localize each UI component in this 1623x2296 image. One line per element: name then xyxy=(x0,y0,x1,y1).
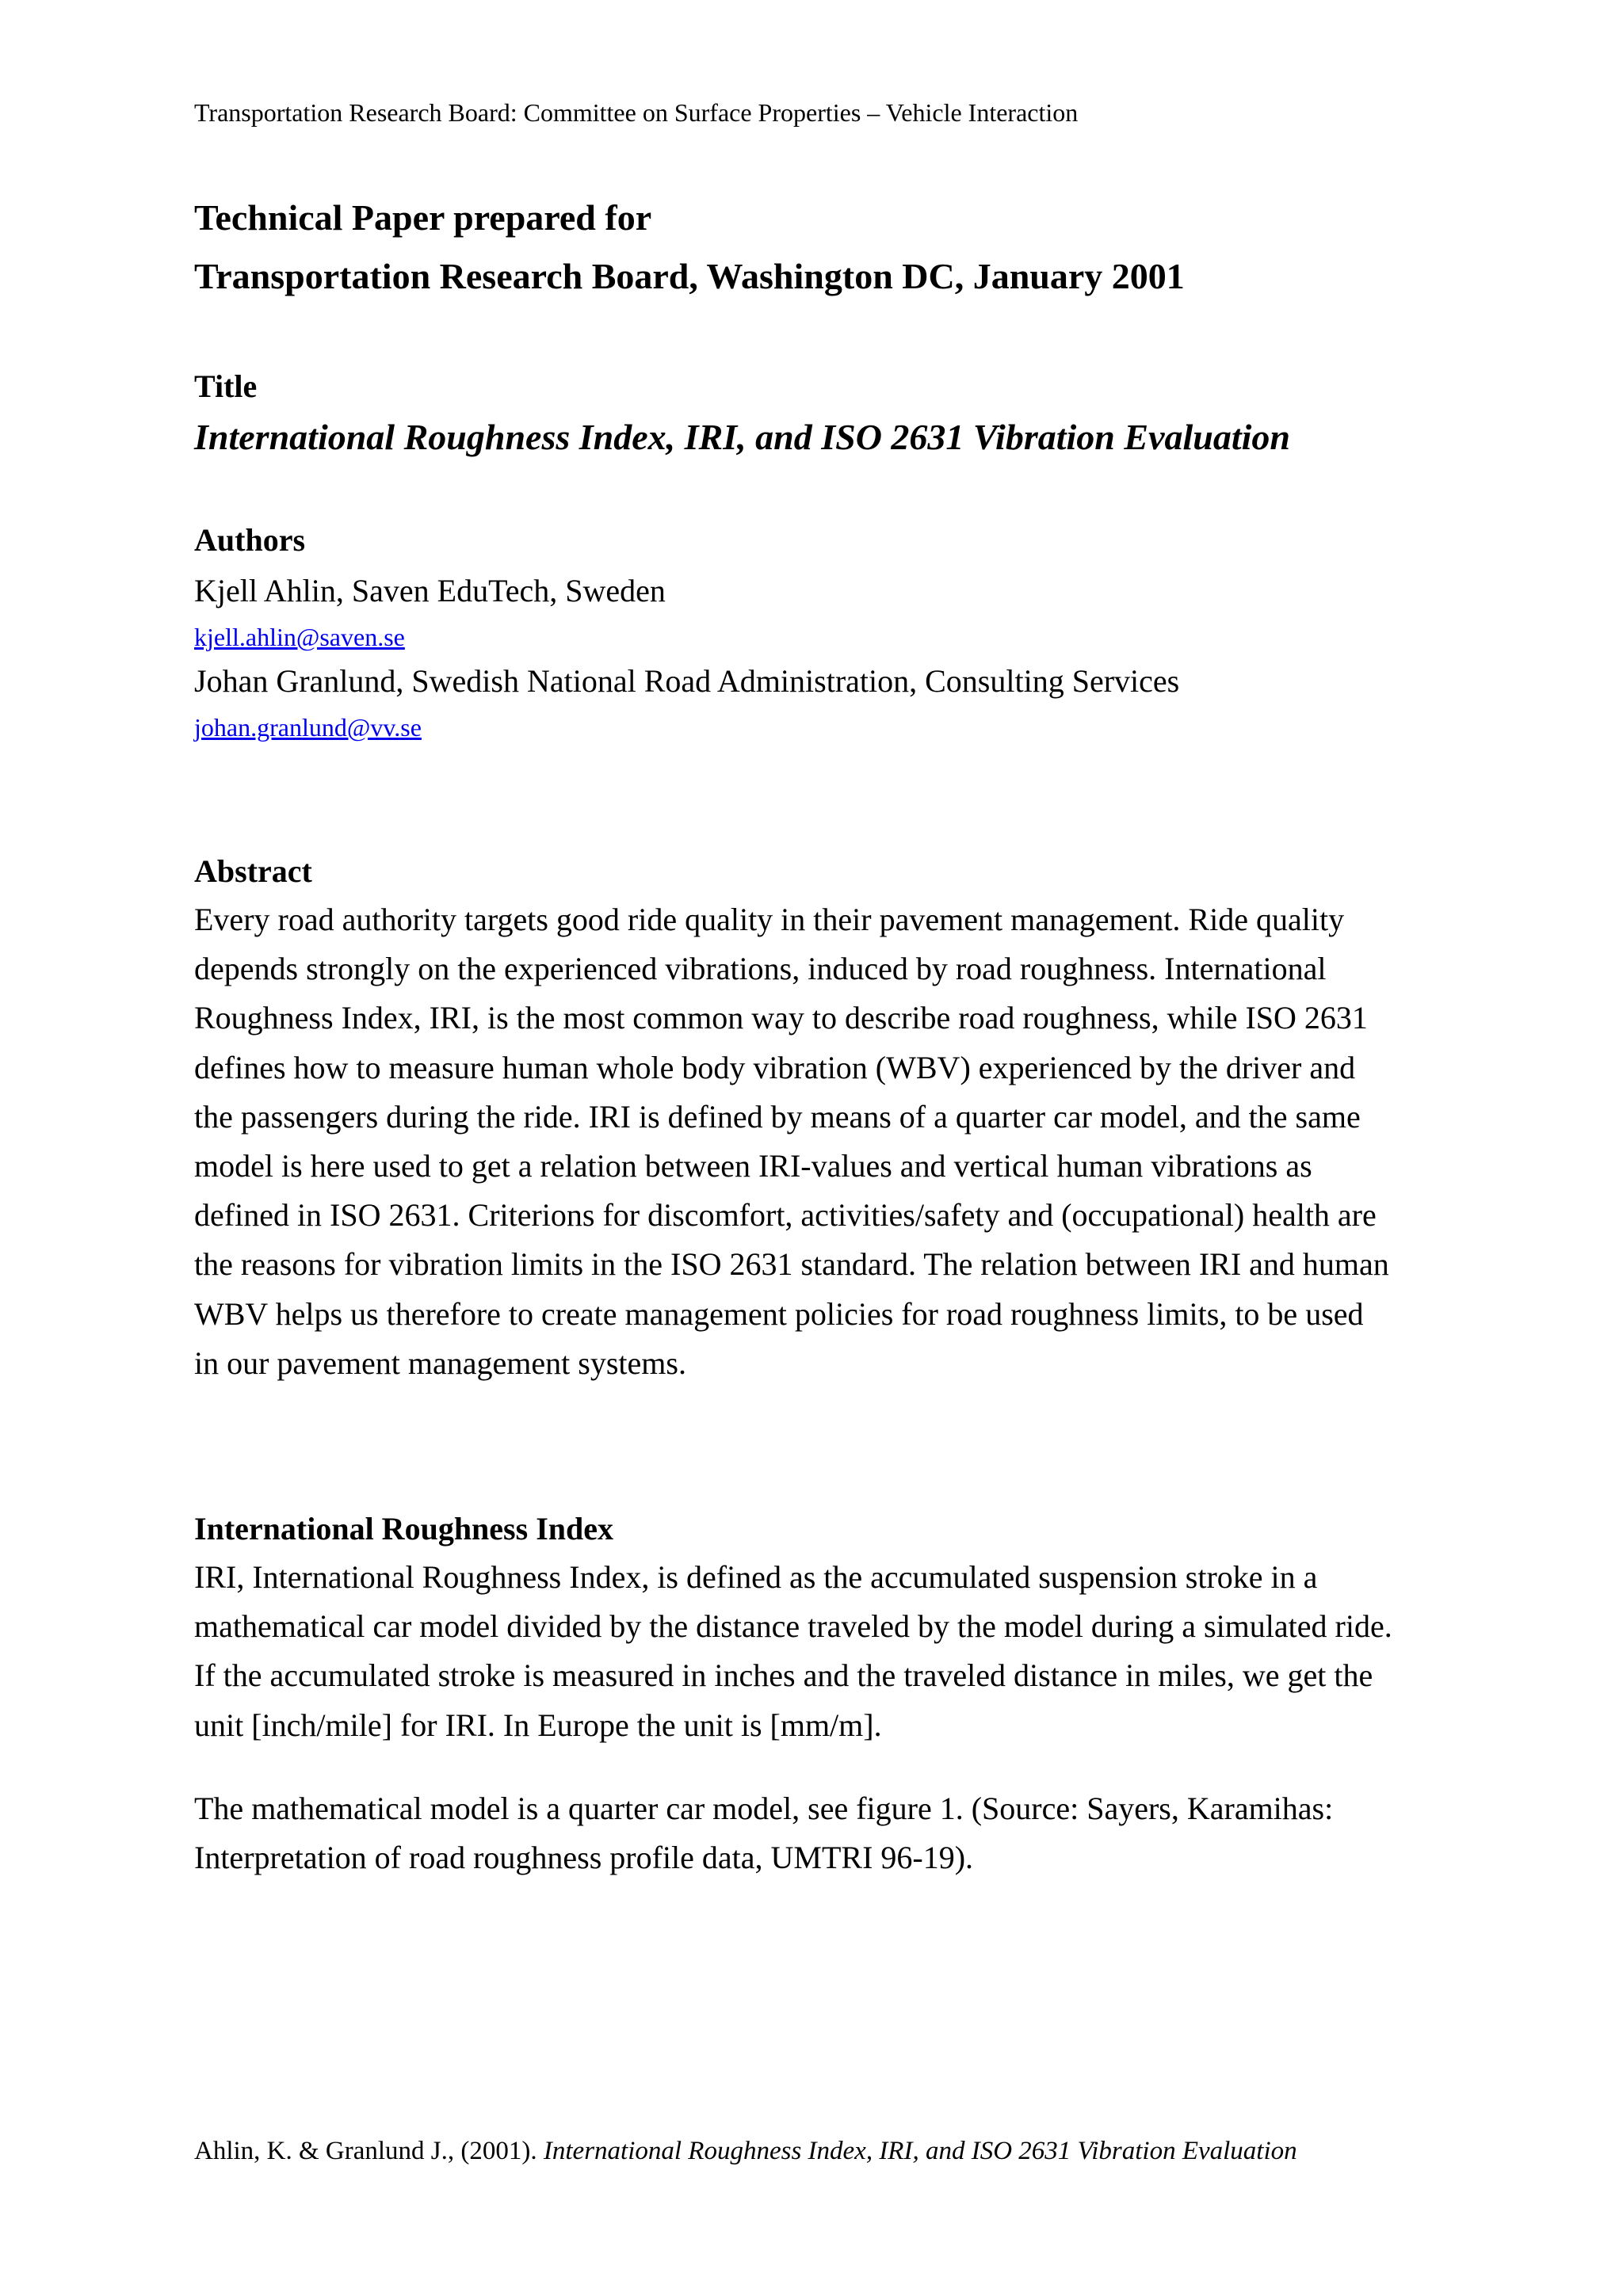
abstract-line: depends strongly on the experienced vibrations, induced by road roughness. International xyxy=(194,951,1327,987)
abstract-body xyxy=(194,895,1462,1388)
iri-line: If the accumulated stroke is measured in inches and the traveled distance in miles, we get the xyxy=(194,1657,1373,1694)
abstract-line: model is here used to get a relation between IRI-values and vertical human vibrations as xyxy=(194,1148,1312,1184)
citation-authors: Ahlin, K. & Granlund J., (2001). xyxy=(194,2137,544,2165)
paper-heading xyxy=(194,189,1185,306)
abstract-line: in our pavement management systems. xyxy=(194,1344,686,1381)
abstract-label: Abstract xyxy=(194,853,312,889)
abstract-line: the reasons for vibration limits in the ISO 2631 standard. The relation between IRI and human xyxy=(194,1246,1389,1283)
iri-line: IRI, International Roughness Index, is defined as the accumulated suspension stroke in a xyxy=(194,1559,1318,1595)
abstract-line: WBV helps us therefore to create management policies for road roughness limits, to be used xyxy=(194,1295,1364,1332)
iri-line: The mathematical model is a quarter car model, see figure 1. (Source: Sayers, Karamihas: xyxy=(194,1791,1334,1826)
iri-paragraph-2 xyxy=(194,1784,1462,1882)
iri-line: unit [inch/mile] for IRI. In Europe the unit is [mm/m]. xyxy=(194,1707,882,1743)
citation-title: International Roughness Index, IRI, and ISO 2631 Vibration Evaluation xyxy=(543,2137,1297,2165)
paper-title: International Roughness Index, IRI, and ISO 2631 Vibration Evaluation xyxy=(194,417,1290,457)
iri-line: mathematical car model divided by the distance traveled by the model during a simulated ride. xyxy=(194,1608,1392,1645)
author-email-link-1[interactable]: kjell.ahlin@saven.se xyxy=(194,623,405,651)
iri-section-label: International Roughness Index xyxy=(194,1511,614,1547)
heading-line-2: Transportation Research Board, Washington DC, January 2001 xyxy=(194,256,1185,296)
heading-line-1: Technical Paper prepared for xyxy=(194,197,652,238)
running-header: Transportation Research Board: Committee on Surface Properties – Vehicle Interaction xyxy=(194,98,1079,127)
iri-paragraph-1 xyxy=(194,1553,1462,1750)
abstract-line: the passengers during the ride. IRI is defined by means of a quarter car model, and the same xyxy=(194,1098,1361,1135)
author-name-1: Kjell Ahlin, Saven EduTech, Sweden xyxy=(194,573,666,608)
abstract-line: defines how to measure human whole body vibration (WBV) experienced by the driver and xyxy=(194,1049,1356,1085)
abstract-line: defined in ISO 2631. Criterions for discomfort, activities/safety and (occupational) health are xyxy=(194,1197,1377,1234)
author-name-2: Johan Granlund, Swedish National Road Administration, Consulting Services xyxy=(194,663,1180,699)
authors-label: Authors xyxy=(194,522,306,558)
title-label: Title xyxy=(194,368,258,404)
author-email-link-2[interactable]: johan.granlund@vv.se xyxy=(194,713,422,742)
abstract-line: Roughness Index, IRI, is the most common way to describe road roughness, while ISO 2631 xyxy=(194,1000,1368,1036)
page-footer-citation xyxy=(194,2131,1297,2171)
abstract-line: Every road authority targets good ride quality in their pavement management. Ride quality xyxy=(194,902,1345,937)
iri-line: Interpretation of road roughness profile data, UMTRI 96-19). xyxy=(194,1840,974,1876)
